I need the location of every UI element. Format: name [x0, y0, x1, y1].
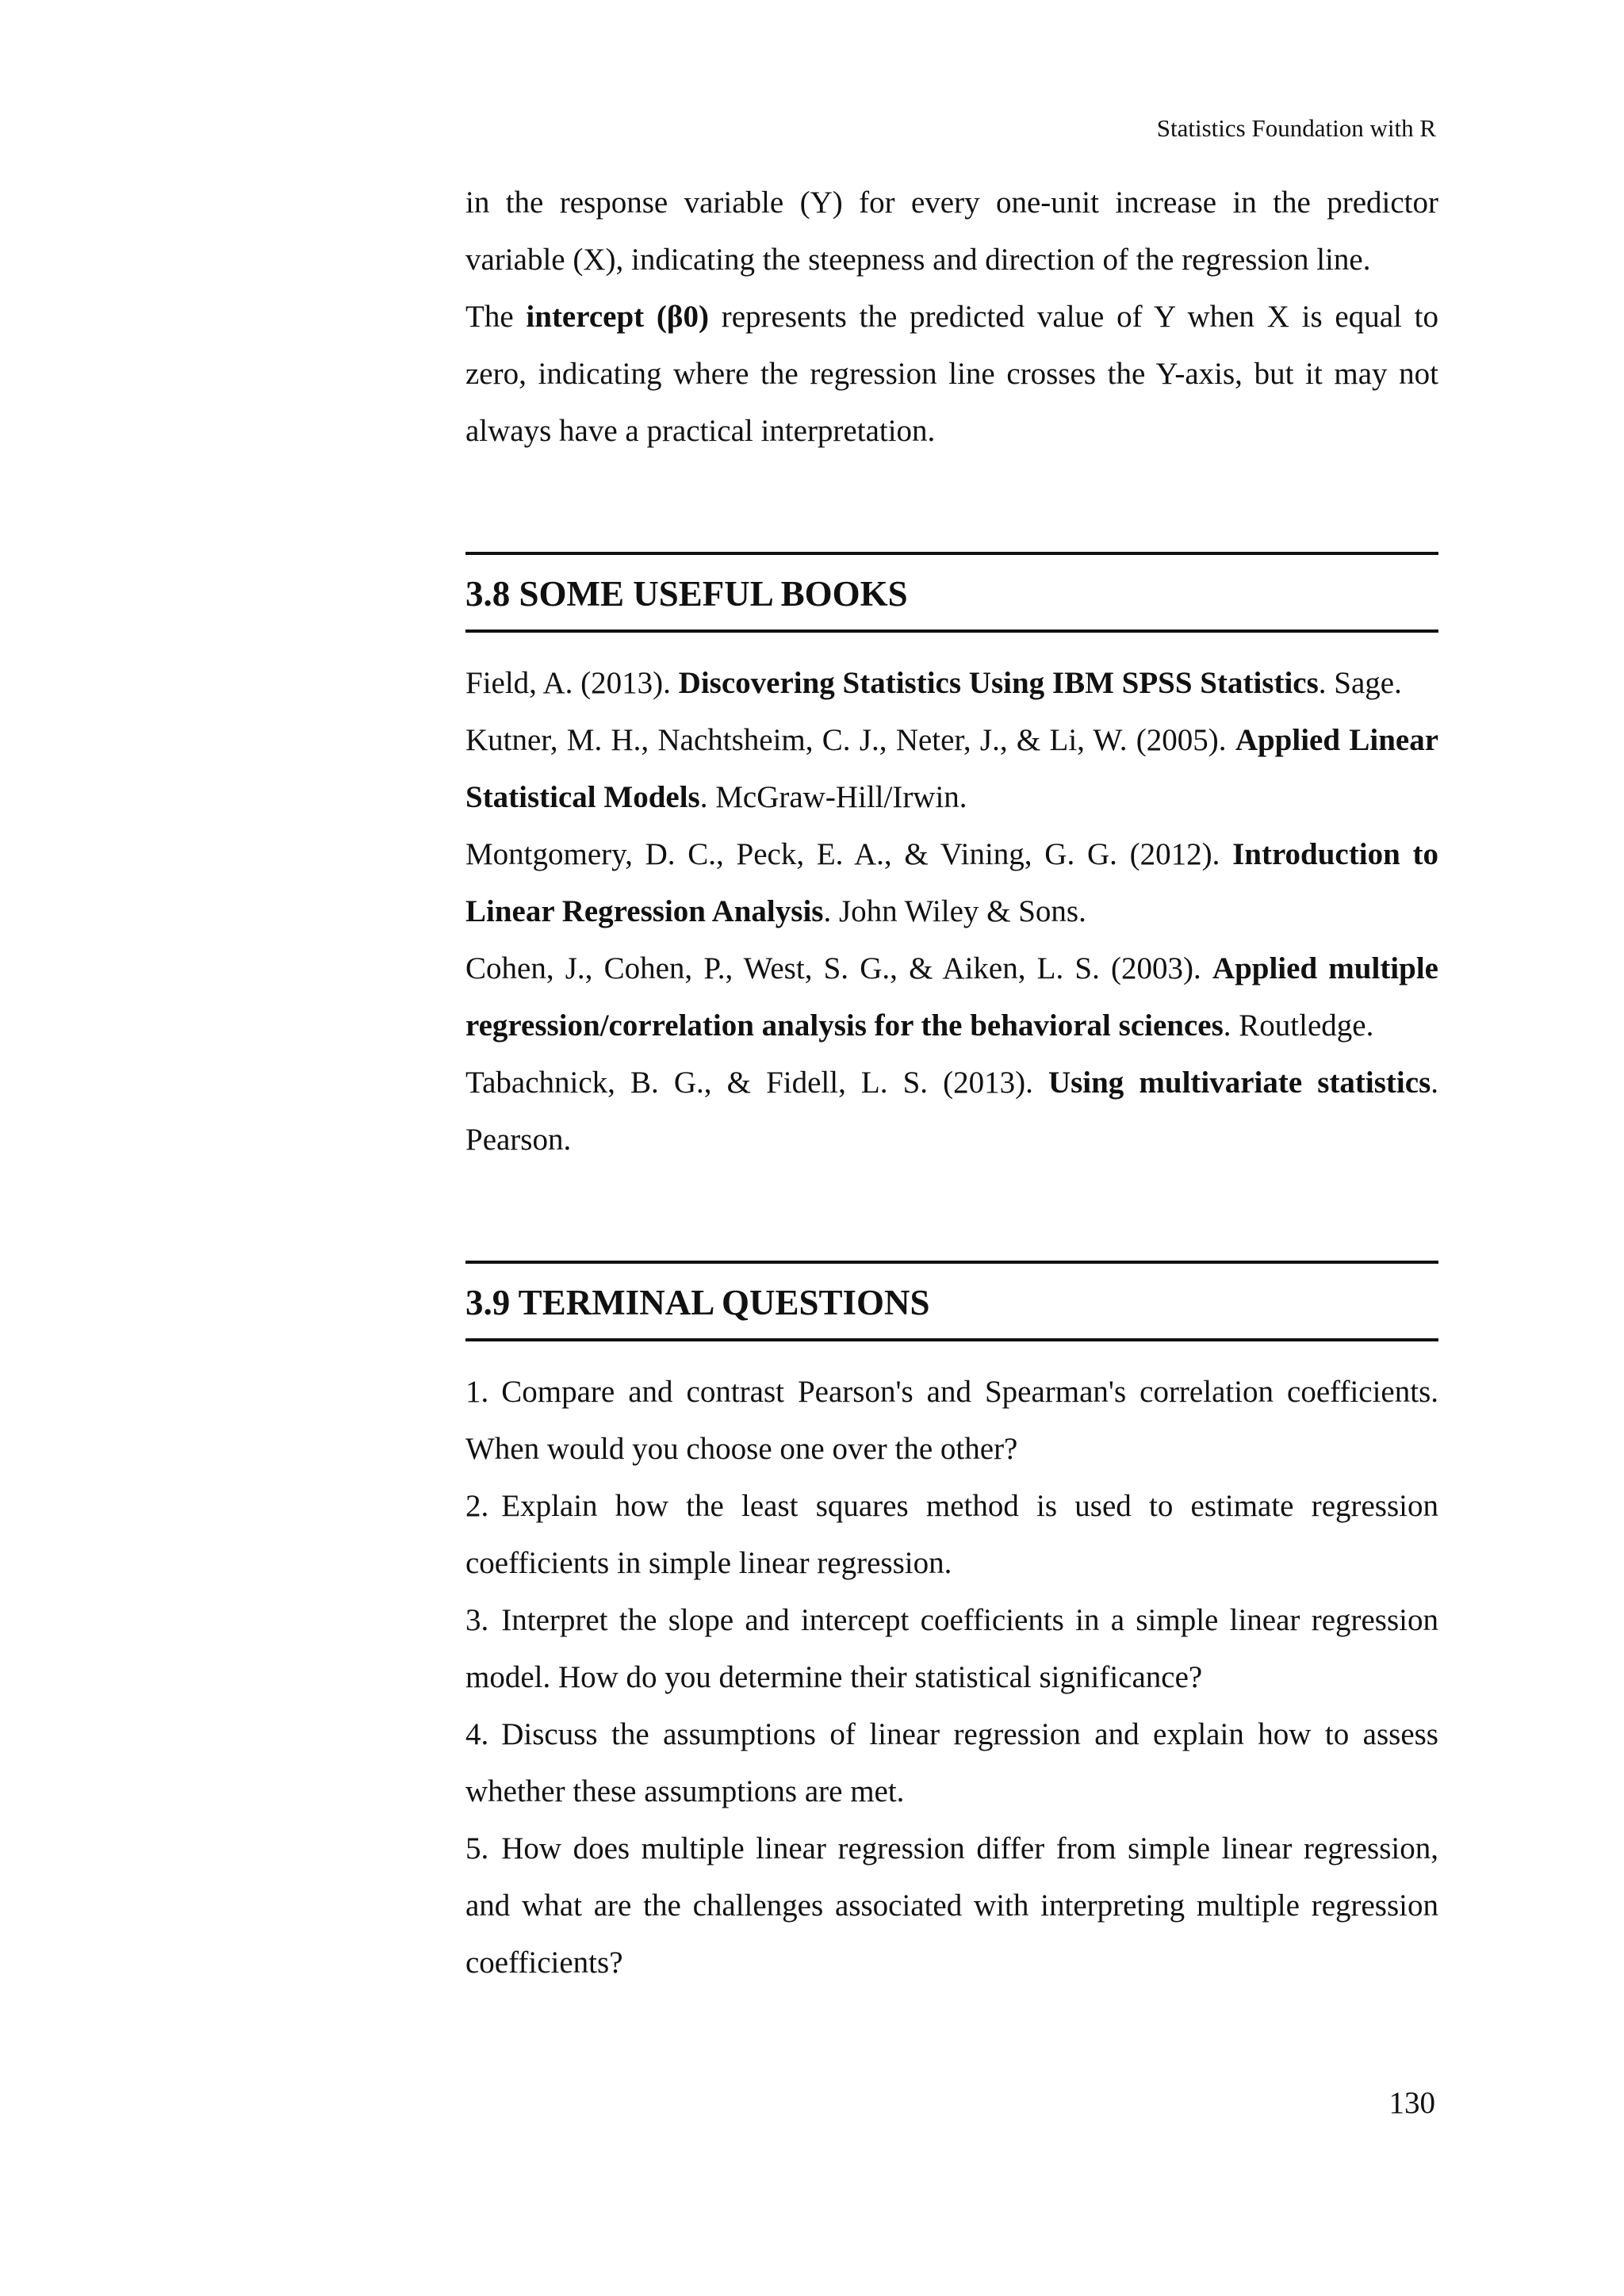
book-title: Discovering Statistics Using IBM SPSS Statistics — [678, 666, 1319, 700]
question-number: 5. — [465, 1831, 489, 1866]
book-publisher: . Routledge. — [1223, 1008, 1374, 1043]
book-authors: Tabachnick, B. G., & Fidell, L. S. (2013). — [465, 1066, 1048, 1100]
book-authors: Montgomery, D. C., Peck, E. A., & Vining, G. G. (2012). — [465, 837, 1233, 871]
question-item — [465, 1706, 1438, 1820]
questions-heading: 3.9 TERMINAL QUESTIONS — [465, 1283, 930, 1322]
question-item — [465, 1364, 1438, 1478]
question-text: Explain how the least squares method is used to estimate regression coefficients in simple linear regression. — [465, 1489, 1438, 1580]
books-heading: 3.8 SOME USEFUL BOOKS — [465, 574, 908, 614]
book-authors: Cohen, J., Cohen, P., West, S. G., & Aiken, L. S. (2003). — [465, 951, 1212, 985]
book-entry — [465, 826, 1438, 940]
question-text: Compare and contrast Pearson's and Spearman's correlation coefficients. When would you choose one over the other? — [465, 1375, 1438, 1466]
book-title: Using multivariate statistics — [1048, 1066, 1431, 1100]
question-text: Discuss the assumptions of linear regression and explain how to assess whether these assumptions are met. — [465, 1717, 1438, 1808]
intro-paragraph-slope: in the response variable (Y) for every one-unit increase in the predictor variable (X), indicating the steepness and direction of the regression line. — [465, 186, 1438, 277]
running-header: Statistics Foundation with R — [1156, 114, 1436, 142]
book-publisher: . Sage. — [1318, 666, 1402, 700]
question-item — [465, 1820, 1438, 1992]
question-item — [465, 1592, 1438, 1706]
question-number: 4. — [465, 1717, 489, 1751]
question-text: Interpret the slope and intercept coefficients in a simple linear regression model. How do you determine their statistical significance? — [465, 1603, 1438, 1694]
question-text: How does multiple linear regression differ from simple linear regression, and what are the challenges associated with interpreting multiple regression coefficients? — [465, 1831, 1438, 1980]
book-entry — [465, 1054, 1438, 1169]
books-list — [465, 655, 1438, 1169]
book-publisher: . McGraw-Hill/Irwin. — [699, 780, 967, 814]
intro-paragraph-intercept — [465, 289, 1438, 460]
questions-list — [465, 1364, 1438, 1992]
intercept-term: intercept (β0) — [526, 300, 709, 334]
book-publisher: . John Wiley & Sons. — [823, 894, 1086, 928]
book-title: Applied multiple regression/correlation analysis for the behavioral sciences — [465, 951, 1438, 1043]
book-entry — [465, 940, 1438, 1054]
book-publisher: . Pearson. — [465, 1066, 1438, 1157]
question-number: 2. — [465, 1489, 489, 1523]
book-title: Applied Linear Statistical Models — [465, 723, 1438, 814]
intercept-rest: represents the predicted value of Y when X is equal to zero, indicating where the regression line crosses the Y-axis, but it may not always have a practical interpretation. — [465, 300, 1439, 448]
book-title: Introduction to Linear Regression Analysis — [465, 837, 1438, 928]
question-item — [465, 1478, 1438, 1592]
book-authors: Kutner, M. H., Nachtsheim, C. J., Neter, J., & Li, W. (2005). — [465, 723, 1235, 757]
book-authors: Field, A. (2013). — [465, 666, 679, 700]
page-content — [465, 174, 1438, 1992]
intercept-lead: The — [465, 300, 527, 334]
question-number: 1. — [465, 1375, 489, 1409]
book-entry — [465, 655, 1438, 712]
page-number: 130 — [1388, 2086, 1435, 2120]
book-entry — [465, 712, 1438, 826]
question-number: 3. — [465, 1603, 489, 1637]
